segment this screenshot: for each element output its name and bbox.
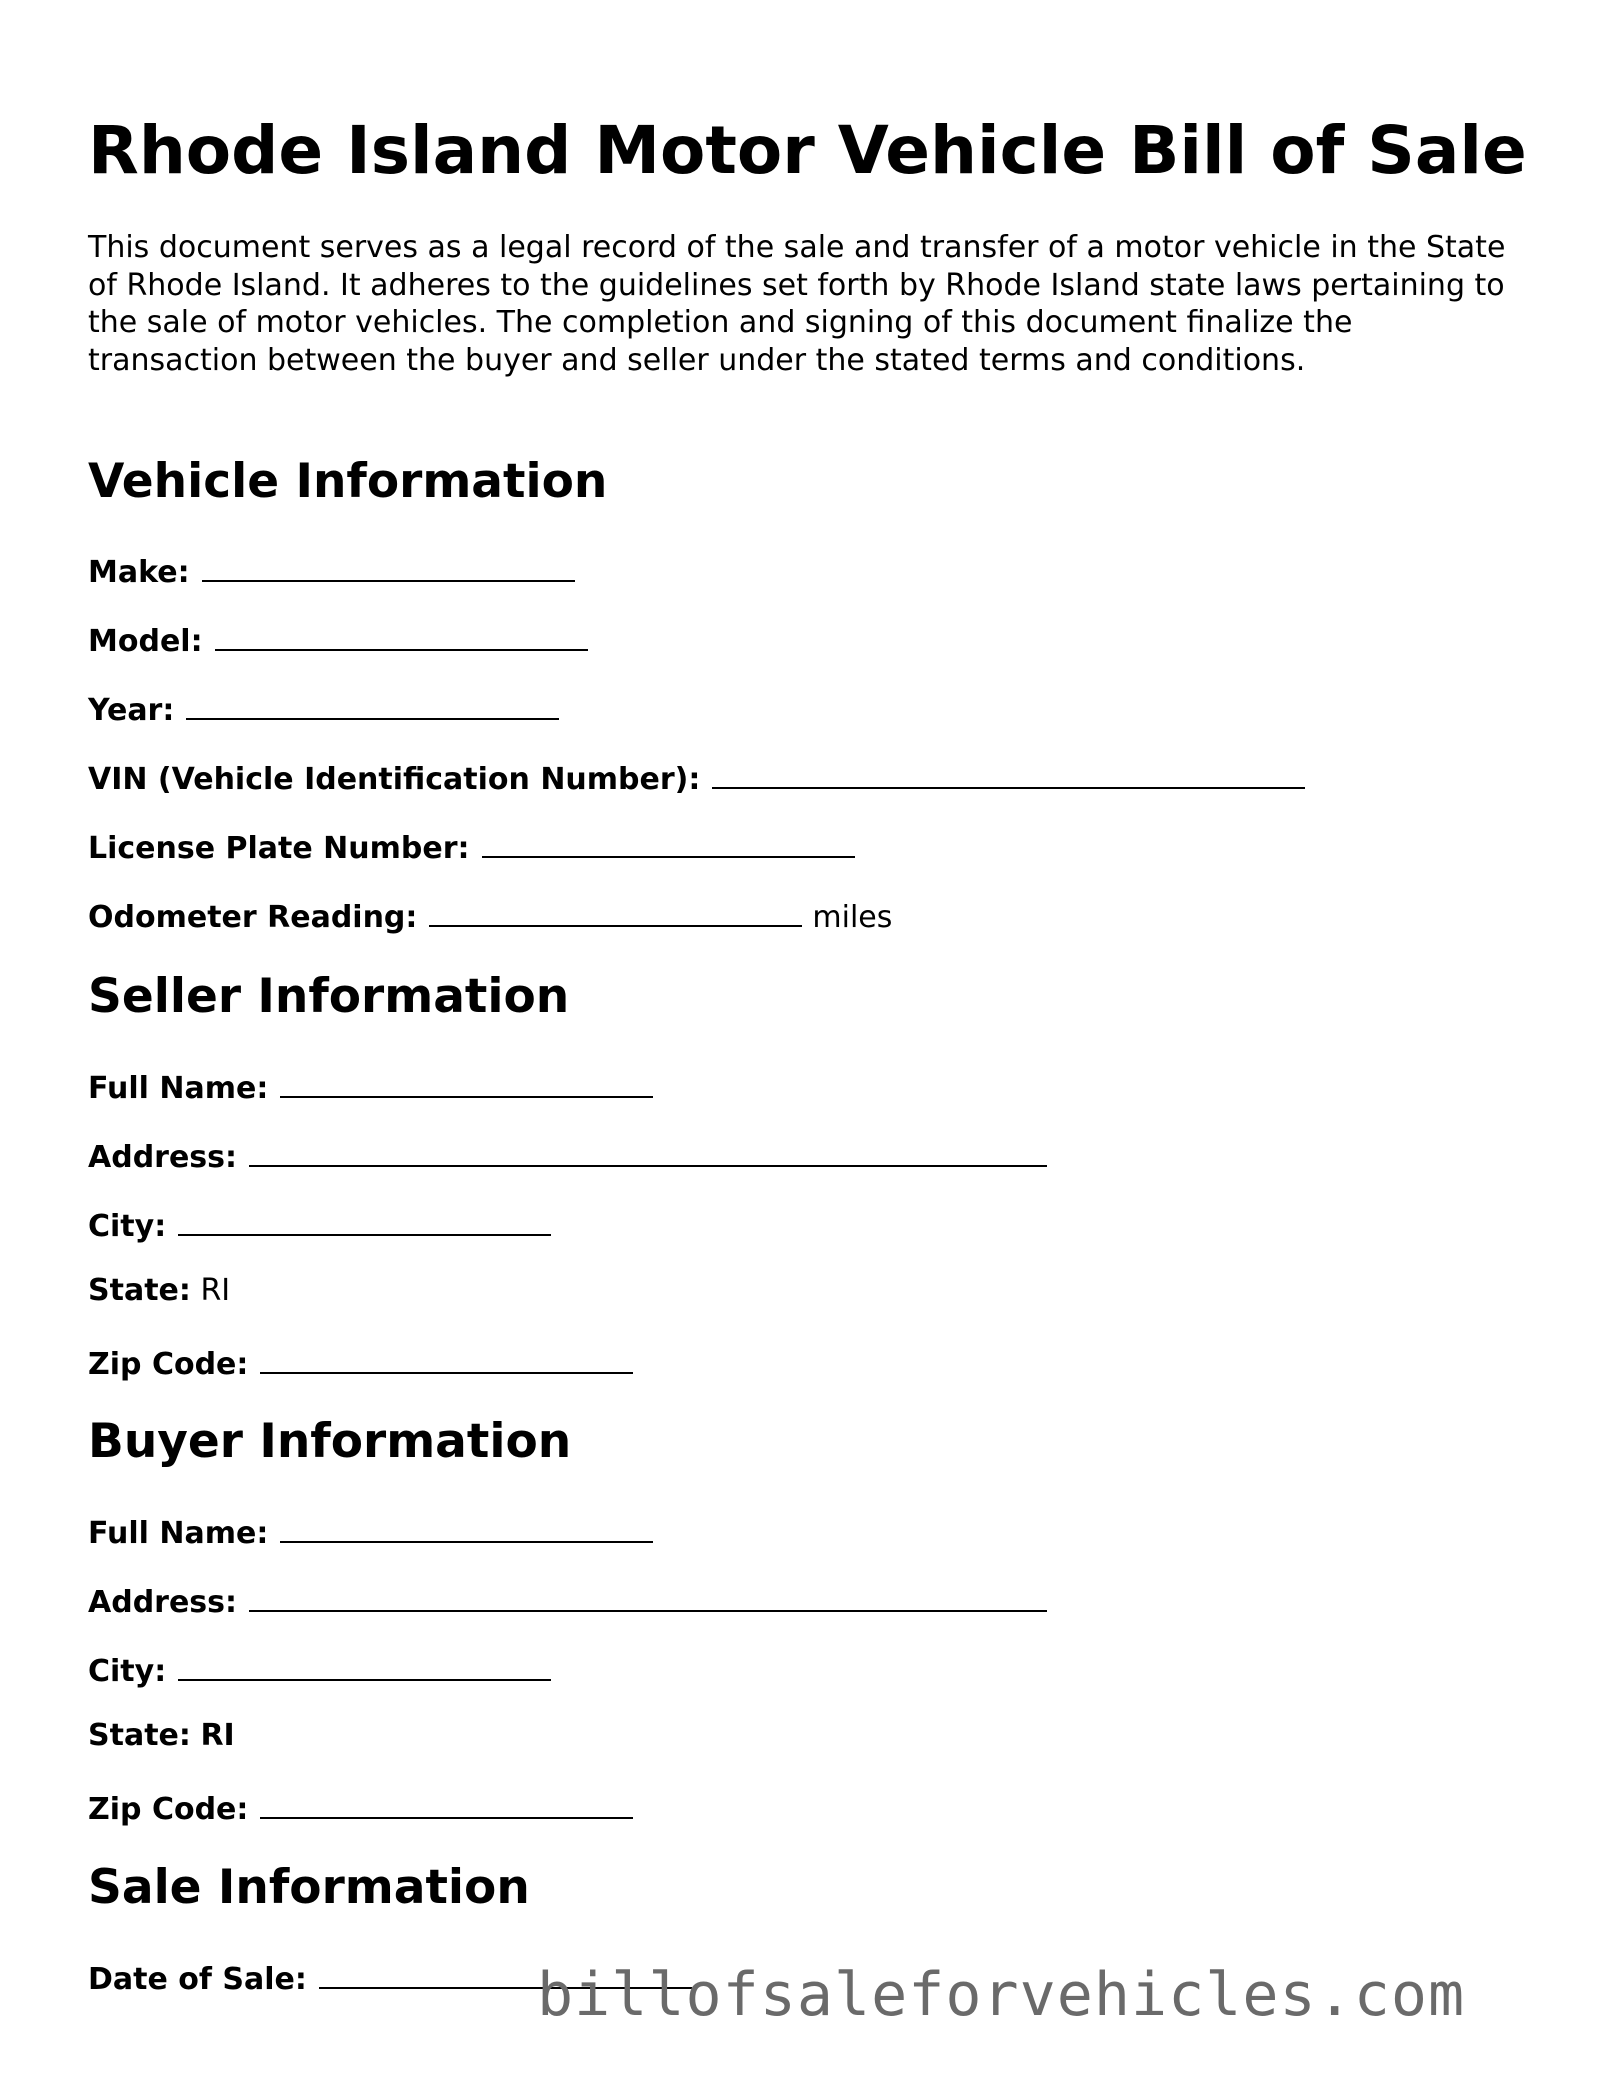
seller-city-input-line[interactable]: [178, 1204, 551, 1236]
buyer-city-label: City:: [88, 1654, 167, 1689]
buyer-name-label: Full Name:: [88, 1516, 269, 1551]
buyer-address-input-line[interactable]: [249, 1580, 1047, 1612]
year-label: Year:: [88, 693, 175, 728]
odometer-unit: miles: [812, 900, 893, 935]
make-field: [88, 550, 575, 591]
seller-state-field: [88, 1273, 230, 1309]
date-of-sale-label: Date of Sale:: [88, 1962, 307, 1997]
buyer-section-heading: Buyer Information: [88, 1414, 572, 1469]
seller-name-input-line[interactable]: [280, 1066, 653, 1098]
seller-state-label: State:: [88, 1273, 191, 1308]
vin-field: [88, 757, 1305, 798]
seller-address-label: Address:: [88, 1140, 238, 1175]
site-watermark: billofsaleforvehicles.com: [537, 1960, 1466, 2030]
odometer-field: [88, 895, 892, 936]
license-plate-field: [88, 826, 855, 867]
make-label: Make:: [88, 555, 190, 590]
seller-city-field: [88, 1204, 551, 1245]
seller-zip-field: [88, 1342, 633, 1383]
seller-name-field: [88, 1066, 653, 1107]
model-input-line[interactable]: [215, 619, 588, 651]
vin-label: VIN (Vehicle Identification Number):: [88, 762, 701, 797]
document-title: Rhode Island Motor Vehicle Bill of Sale: [88, 112, 1527, 189]
license-plate-label: License Plate Number:: [88, 831, 470, 866]
odometer-label: Odometer Reading:: [88, 900, 418, 935]
seller-zip-label: Zip Code:: [88, 1347, 249, 1382]
buyer-zip-input-line[interactable]: [260, 1787, 633, 1819]
intro-paragraph: This document serves as a legal record of the sale and transfer of a motor vehicle in the State of Rhode Island. It adheres to the guidelines set forth by Rhode Island state laws pertaining to the sale of motor vehicles. The completion and signing of this document finalize the transaction between the buyer and seller under the stated terms and conditions.: [88, 230, 1506, 378]
seller-address-input-line[interactable]: [249, 1135, 1047, 1167]
model-field: [88, 619, 588, 660]
buyer-zip-field: [88, 1787, 633, 1828]
buyer-state-label: State:: [88, 1718, 191, 1753]
buyer-state-value: RI: [200, 1718, 235, 1753]
buyer-state-field: [88, 1718, 235, 1754]
buyer-city-input-line[interactable]: [178, 1649, 551, 1681]
buyer-city-field: [88, 1649, 551, 1690]
license-plate-input-line[interactable]: [482, 826, 855, 858]
sale-section-heading: Sale Information: [88, 1860, 530, 1915]
year-field: [88, 688, 559, 729]
odometer-input-line[interactable]: [429, 895, 802, 927]
model-label: Model:: [88, 624, 203, 659]
vehicle-section-heading: Vehicle Information: [88, 454, 608, 509]
vin-input-line[interactable]: [712, 757, 1305, 789]
buyer-address-field: [88, 1580, 1047, 1621]
buyer-zip-label: Zip Code:: [88, 1792, 249, 1827]
seller-city-label: City:: [88, 1209, 167, 1244]
buyer-name-field: [88, 1511, 653, 1552]
seller-address-field: [88, 1135, 1047, 1176]
year-input-line[interactable]: [186, 688, 559, 720]
buyer-address-label: Address:: [88, 1585, 238, 1620]
seller-section-heading: Seller Information: [88, 969, 570, 1024]
seller-zip-input-line[interactable]: [260, 1342, 633, 1374]
seller-name-label: Full Name:: [88, 1071, 269, 1106]
seller-state-value: RI: [200, 1273, 231, 1308]
make-input-line[interactable]: [202, 550, 575, 582]
buyer-name-input-line[interactable]: [280, 1511, 653, 1543]
